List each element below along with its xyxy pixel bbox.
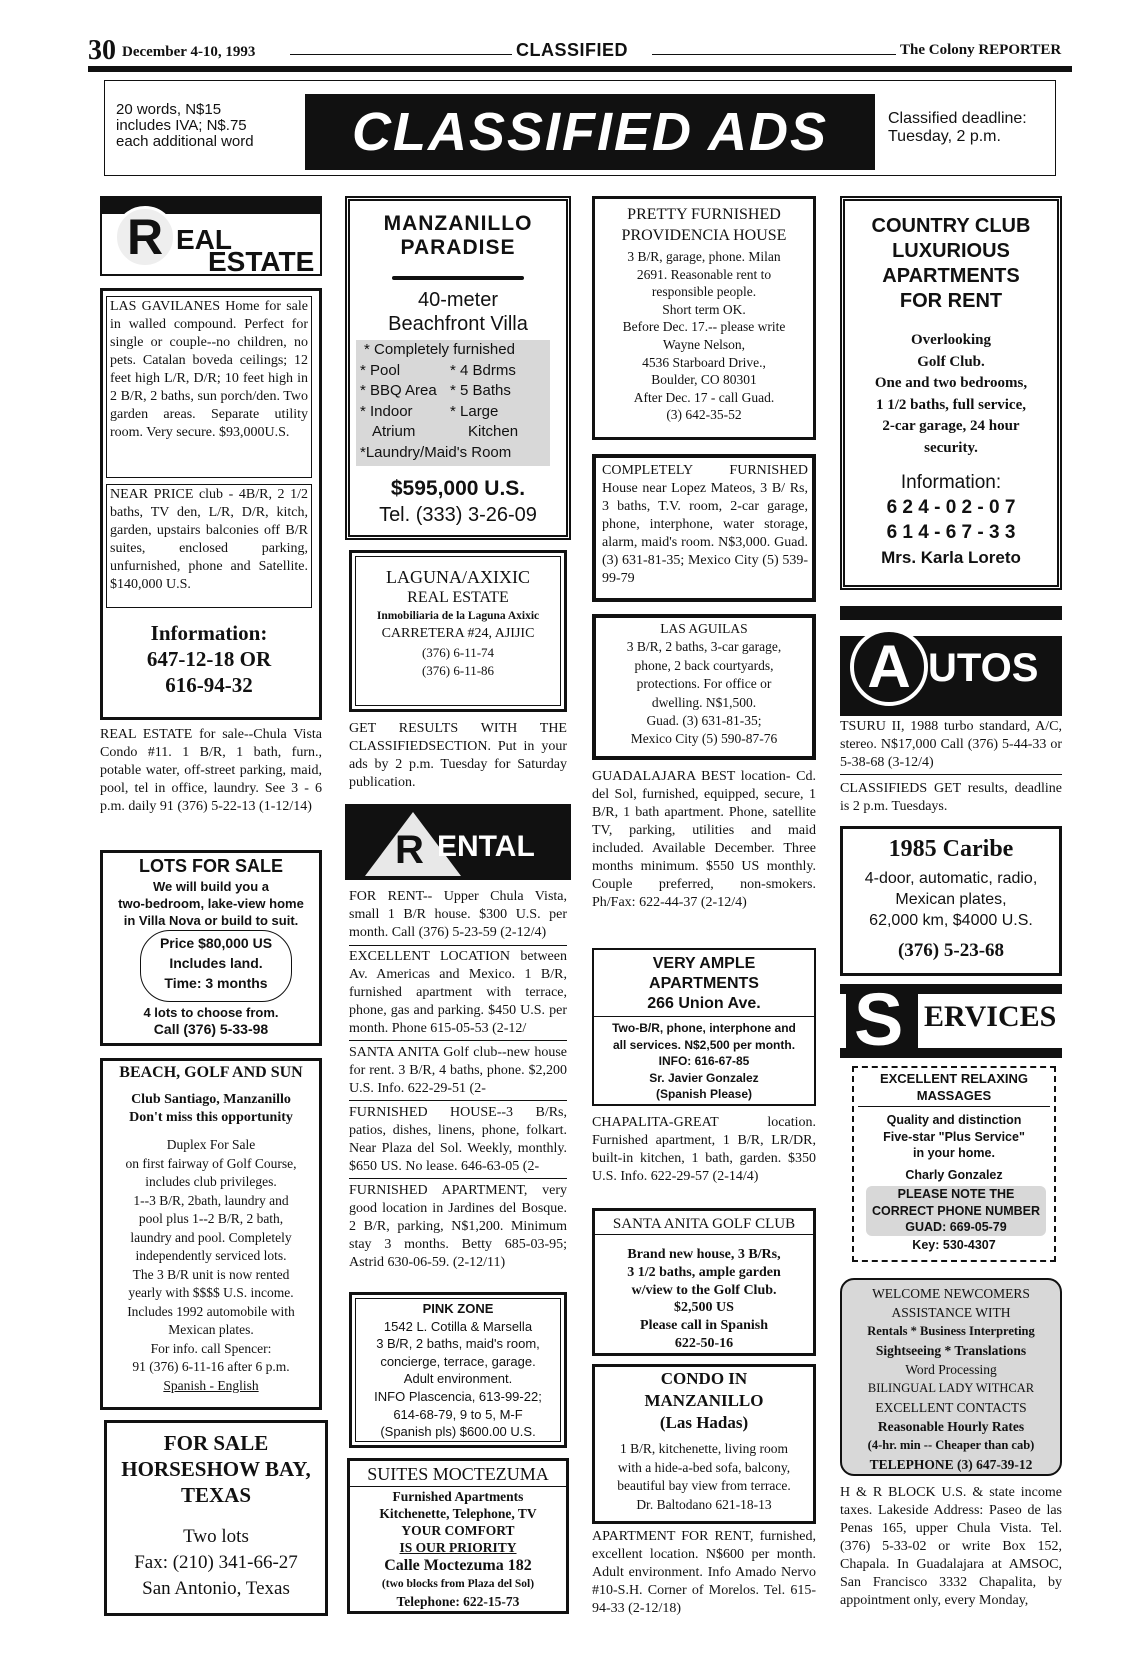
- santa-golf-body: [596, 1246, 812, 1353]
- ample-line: all services. N$2,500 per month.: [612, 1037, 796, 1052]
- manzanillo-title: [345, 212, 571, 260]
- manzanillo-contact: [345, 476, 571, 528]
- condo-line: 1 B/R, kitchenette, living room: [620, 1441, 788, 1456]
- services-letter-s: S: [854, 978, 904, 1061]
- feature-atrium: Atrium: [372, 423, 416, 440]
- caribe-title: 1985 Caribe: [888, 836, 1014, 862]
- lots-choose: 4 lots to choose from.: [143, 1005, 279, 1020]
- country-phone-1: 6 2 4 - 0 2 - 0 7: [886, 497, 1016, 518]
- beach-line: on first fairway of Golf Course,: [125, 1155, 297, 1171]
- pink-zone-body: [355, 1300, 561, 1441]
- country-contact-name: Mrs. Karla Loreto: [881, 548, 1021, 567]
- aguilas-line: protections. For office or: [636, 676, 772, 692]
- pretty-title: [592, 204, 816, 246]
- santa-golf-line: Please call in Spanish: [640, 1318, 768, 1334]
- horseshow-fax: Fax: (210) 341-66-27: [134, 1552, 298, 1573]
- ample-title-1: VERY AMPLE: [652, 955, 756, 972]
- horseshow-title: [104, 1430, 328, 1508]
- massages-title-2: MASSAGES: [916, 1088, 992, 1103]
- excellent-location-ad: EXCELLENT LOCATION between Av. Americas and Mexico. 1 B/R, furnished apartment with terrace, phone, gas and parking. $450 U.S. per month. Phone 615-05-53 (2-12/: [349, 949, 567, 1036]
- pink-zone-line: INFO Plascencia, 613-99-22;: [374, 1388, 542, 1404]
- horseshow-title-2: HORSESHOW BAY,: [121, 1457, 311, 1481]
- banner-rates: [116, 102, 254, 150]
- condo-title: [592, 1368, 816, 1434]
- lots-land: Includes land.: [169, 955, 263, 971]
- lots-body: [104, 878, 318, 929]
- caribe-line: 62,000 km, $4000 U.S.: [869, 912, 1033, 929]
- pink-zone-line: 614-68-79, 9 to 5, M-F: [393, 1406, 523, 1422]
- horseshow-title-3: TEXAS: [180, 1483, 252, 1507]
- manzanillo-features: [356, 340, 550, 466]
- services-header: [840, 978, 1062, 1061]
- ample-line: INFO: 616-67-85: [658, 1054, 750, 1068]
- manzanillo-title-1: MANZANILLO: [383, 212, 533, 235]
- real-estate-letter-r: R: [114, 206, 176, 268]
- welcome-line: (4-hr. min -- Cheaper than cab): [867, 1438, 1035, 1452]
- manzanillo-title-2: PARADISE: [400, 236, 516, 259]
- suites-line: IS OUR PRIORITY: [399, 1540, 517, 1555]
- welcome-line: BILINGUAL LADY WITHCAR: [867, 1381, 1035, 1395]
- deadline-line-2: Tuesday, 2 p.m.: [888, 128, 1001, 145]
- lots-line-3: in Villa Nova or build to suit.: [123, 913, 299, 928]
- pretty-line: 3 B/R, garage, phone. Milan: [627, 249, 781, 264]
- pretty-line: Boulder, CO 80301: [651, 372, 757, 388]
- aguilas-line: Mexico City (5) 590-87-76: [630, 731, 778, 747]
- beach-line: For info. call Spencer:: [150, 1340, 272, 1356]
- massages-key: Key: 530-4307: [912, 1238, 996, 1252]
- country-line: Golf Club.: [917, 353, 985, 370]
- beach-line: 91 (376) 6-11-16 after 6 p.m.: [132, 1359, 290, 1374]
- beach-dont-miss: Don't miss this opportunity: [129, 1110, 293, 1125]
- real-estate-rest-bottom: ESTATE: [208, 246, 315, 276]
- rent-chula-vista-ad: FOR RENT-- Upper Chula Vista, small 1 B/R house. $300 U.S. per month. Call (376) 5-23-59 (2-12/4): [349, 889, 567, 940]
- condo-line: Dr. Baltodano 621-18-13: [636, 1496, 772, 1512]
- pretty-line: Wayne Nelson,: [662, 336, 746, 352]
- laguna-title: LAGUNA/AXIXIC: [386, 567, 530, 587]
- welcome-line: Sightseeing * Translations: [875, 1343, 1027, 1358]
- pink-zone-line: 3 B/R, 2 baths, maid's room,: [376, 1336, 540, 1352]
- beach-line: Mexican plates.: [168, 1322, 254, 1337]
- pink-zone-line: (Spanish pls) $600.00 U.S.: [380, 1424, 536, 1440]
- condo-title-2: MANZANILLO: [644, 1391, 764, 1410]
- info-phone-1: 647-12-18 OR: [146, 647, 272, 671]
- country-title-4: FOR RENT: [899, 290, 1003, 312]
- feature-furnished: * Completely furnished: [364, 341, 515, 358]
- suites-title: SUITES MOCTEZUMA: [347, 1462, 569, 1487]
- tsuru-ad: TSURU II, 1988 turbo standard, A/C, stereo. N$17,000 Call (376) 5-44-33 or 5-38-68 (3-12/4): [840, 719, 1062, 770]
- massages-phone: GUAD: 669-05-79: [905, 1220, 1007, 1234]
- beach-line: Duplex For Sale: [166, 1137, 256, 1152]
- masthead-rule-left: [290, 54, 512, 55]
- classifieds-results-ad: CLASSIFIEDS GET results, deadline is 2 p.m. Tuesdays.: [840, 781, 1062, 814]
- feature-bedrooms: * 4 Bdrms: [450, 361, 516, 379]
- manzanillo-price: $595,000 U.S.: [390, 477, 526, 500]
- rate-line-3: each additional word: [116, 133, 254, 150]
- feature-large: * Large: [450, 402, 499, 420]
- pretty-body: [596, 248, 812, 424]
- aguilas-line: dwelling. N$1,500.: [651, 694, 757, 710]
- guadalajara-best-ad: GUADALAJARA BEST location- Cd. del Sol, furnished, equipped, secure, 1 B/R, 1 bath apartment. Phone, satellite TV, parking, utilities and maid included. Available December. Three months minimum. $550 US monthly. Couple preferred, non-smokers. Ph/Fax: 622-44-37 (2-12/4): [592, 769, 816, 910]
- lots-call: Call (376) 5-33-98: [153, 1021, 269, 1037]
- lots-line-1: We will build you a: [152, 879, 270, 894]
- rental-separator-3: [349, 1100, 567, 1101]
- beach-lines: [104, 1136, 318, 1395]
- santa-anita-rent-ad: SANTA ANITA Golf club--new house for rent. 3 B/R, 4 baths, phone. $2,200 U.S. Info. 622-29-51 (2-: [349, 1045, 567, 1096]
- caribe-body: [844, 868, 1058, 931]
- deadline-line-1: Classified deadline:: [888, 110, 1027, 127]
- horseshow-title-1: FOR SALE: [163, 1431, 269, 1455]
- massages-notice-line: CORRECT PHONE NUMBER: [871, 1203, 1041, 1218]
- pretty-line: 2691. Reasonable rent to: [636, 266, 772, 282]
- rental-separator-2: [349, 1040, 567, 1041]
- pink-zone-title: PINK ZONE: [422, 1301, 494, 1316]
- rental-letter-r: R: [395, 828, 424, 872]
- manzanillo-divider: [392, 276, 524, 280]
- suites-line: (two blocks from Plaza del Sol): [381, 1578, 535, 1590]
- massages-body: [852, 1112, 1056, 1162]
- beach-line: The 3 B/R unit is now rented: [132, 1266, 290, 1282]
- gavilanes-text: LAS GAVILANES Home for sale in walled compound. Perfect for single or couple--no children, no pets. Catalan boveda ceilings; 12 feet high L/R, D/R; 10 feet high in 2 B/R, 2 baths, sun porch/den. Two garden areas. Separate utility room. Very secure. $93,000U.S.: [110, 299, 308, 440]
- condo-title-1: CONDO IN: [660, 1369, 748, 1388]
- ample-title-2: APARTMENTS: [649, 975, 759, 992]
- pink-zone-line: 1542 L. Cotilla & Marsella: [383, 1318, 533, 1334]
- section-title: CLASSIFIED: [516, 40, 629, 60]
- country-body: [844, 330, 1058, 459]
- country-line: 1 1/2 baths, full service,: [876, 396, 1026, 413]
- massages-notice-line: PLEASE NOTE THE: [897, 1187, 1015, 1201]
- aguilas-line: phone, 2 back courtyards,: [634, 657, 774, 673]
- country-info-title: Information:: [900, 472, 1002, 493]
- ample-title: [592, 954, 816, 1014]
- lots-line-2: two-bedroom, lake-view home: [118, 896, 304, 911]
- autos-separator: [840, 774, 1062, 775]
- ample-title-3: 266 Union Ave.: [647, 995, 761, 1012]
- lots-price-bubble: [140, 930, 292, 1002]
- massages-line: in your home.: [913, 1146, 995, 1160]
- lots-price: Price $80,000 US: [159, 935, 273, 951]
- massages-title-1: EXCELLENT RELAXING: [879, 1071, 1029, 1086]
- aguilas-line: 3 B/R, 2 baths, 3-car garage,: [626, 639, 782, 655]
- welcome-line: Rentals * Business Interpreting: [867, 1324, 1035, 1338]
- rate-line-1: 20 words, N$15: [116, 101, 222, 118]
- services-rest: ERVICES: [924, 1000, 1057, 1033]
- autos-rest: UTOS: [928, 646, 1039, 690]
- welcome-line: Reasonable Hourly Rates: [877, 1419, 1025, 1434]
- condo-line: beautiful bay view from terrace.: [617, 1478, 791, 1493]
- beach-club: Club Santiago, Manzanillo: [131, 1092, 291, 1107]
- ample-line: Sr. Javier Gonzalez: [649, 1070, 759, 1085]
- country-phone-2: 6 1 4 - 6 7 - 3 3: [886, 522, 1016, 543]
- hr-block-ad: H & R BLOCK U.S. & state income taxes. Lakeside Address: Paseo de las Penas 165, upper Chula Vista. Tel. (376) 5-33-02 or write Box 152, Chapala. In Guadalajara at AMSOC, San Francisco 3332 Chapalita, by appointment only, every Monday,: [840, 1485, 1062, 1608]
- pretty-title-1: PRETTY FURNISHED: [627, 206, 781, 223]
- banner-title-text: CLASSIFIED ADS: [351, 102, 829, 162]
- country-title-1: COUNTRY CLUB: [871, 215, 1031, 237]
- banner-deadline: [888, 110, 1027, 146]
- laguna-inmobiliaria: Inmobiliaria de la Laguna Axixic: [376, 610, 540, 622]
- pretty-line: Before Dec. 17.-- please write: [622, 319, 786, 335]
- welcome-telephone: TELEPHONE (3) 647-39-12: [869, 1457, 1033, 1472]
- furnished-house-ad: FURNISHED HOUSE--3 B/Rs, patios, dishes, linens, phone, folkart. Near Plaza del Sol. Weekly, monthly. $650 US. No lease. 646-63-05 (2-: [349, 1105, 567, 1174]
- paper-name: The Colony REPORTER: [900, 42, 1062, 58]
- laguna-sub: REAL ESTATE: [407, 589, 509, 606]
- caribe-line: 4-door, automatic, radio,: [864, 870, 1038, 887]
- near-price-text: NEAR PRICE club - 4B/R, 2 1/2 baths, TV den, L/R, D/R, kitch, garden, upstairs balconies off B/R suites, enclosed parking, unfurnished, phone and Satellite. $140,000 U.S.: [110, 487, 308, 592]
- massages-name: Charly Gonzalez: [905, 1168, 1003, 1182]
- pretty-line: (3) 642-35-52: [666, 407, 742, 423]
- suites-line: Furnished Apartments: [392, 1489, 524, 1504]
- massages-phone-notice: [866, 1186, 1046, 1236]
- real-estate-info: [106, 620, 312, 698]
- santa-golf-phone: 622-50-16: [674, 1335, 734, 1351]
- horseshow-lots: Two lots: [183, 1526, 249, 1547]
- real-estate-rest-top: EAL: [176, 224, 232, 255]
- pretty-line: Short term OK.: [662, 301, 746, 317]
- country-title-3: APARTMENTS: [882, 265, 1020, 287]
- rate-line-2: includes IVA; N$.75: [116, 117, 247, 134]
- feature-bbq: * BBQ Area: [360, 382, 437, 399]
- lots-title: LOTS FOR SALE: [139, 856, 283, 876]
- pretty-line: After Dec. 17 - call Guad.: [633, 389, 775, 405]
- laguna-tel-1: (376) 6-11-74: [421, 645, 495, 660]
- beach-title: BEACH, GOLF AND SUN: [119, 1064, 303, 1081]
- laguna-address: CARRETERA #24, AJIJIC: [381, 626, 535, 641]
- welcome-newcomers-ad: [840, 1278, 1062, 1476]
- ample-divider: [592, 1016, 816, 1017]
- rental-separator-4: [349, 1178, 567, 1179]
- ample-body: [594, 1020, 814, 1103]
- masthead-rule-right: [652, 54, 896, 55]
- chula-vista-condo-ad: REAL ESTATE for sale--Chula Vista Condo #11. 1 B/R, 1 bath, furn., potable water, off-street parking, maid, pool, tel in office, laundry. See 3 - 6 p.m. daily 91 (376) 5-22-13 (1-12/14): [100, 727, 322, 814]
- beach-line: laundry and pool. Completely: [130, 1229, 292, 1245]
- suites-address: Calle Moctezuma 182: [384, 1557, 532, 1574]
- lots-time: Time: 3 months: [164, 975, 268, 991]
- country-title: [840, 214, 1062, 314]
- beach-language: Spanish - English: [163, 1377, 259, 1393]
- aguilas-line: Guad. (3) 631-81-35;: [646, 713, 762, 729]
- caribe-line: Mexican plates,: [895, 891, 1007, 908]
- info-phone-2: 616-94-32: [165, 673, 253, 697]
- santa-golf-line: 3 1/2 baths, ample garden: [627, 1264, 781, 1280]
- massages-line: Quality and distinction: [886, 1113, 1022, 1127]
- massages-line: Five-star "Plus Service": [883, 1129, 1025, 1144]
- laguna-body: [355, 566, 561, 680]
- suites-body: [351, 1488, 565, 1610]
- suites-line: Kitchenette, Telephone, TV: [379, 1506, 537, 1521]
- feature-indoor: * Indoor: [360, 402, 413, 420]
- ample-line: (Spanish Please): [655, 1087, 753, 1101]
- country-line: One and two bedrooms,: [874, 375, 1028, 391]
- completely-furnished-text: COMPLETELY FURNISHED House near Lopez Mateos, 3 B/ Rs, 3 baths, T.V. room, 2-car garage, phone, interphone, water storage, alarm, maid's room. N$3,000. Guad. (3) 631-81-35; Mexico City (5) 539-99-79: [602, 463, 808, 586]
- beach-line: includes club privileges.: [145, 1174, 277, 1189]
- massages-title: [852, 1070, 1056, 1104]
- info-title: Information:: [150, 621, 268, 645]
- welcome-line: WELCOME NEWCOMERS: [872, 1286, 1030, 1301]
- pretty-line: responsible people.: [651, 284, 757, 300]
- masthead-thick-rule: [88, 66, 1072, 72]
- welcome-line: ASSISTANCE WITH: [891, 1305, 1011, 1320]
- santa-golf-line: w/view to the Golf Club.: [631, 1282, 777, 1298]
- laguna-tel-2: (376) 6-11-86: [421, 663, 495, 678]
- horseshow-body: [104, 1524, 328, 1602]
- suites-telephone: Telephone: 622-15-73: [396, 1594, 520, 1609]
- beach-line: 1--3 B/R, 2bath, laundry and: [133, 1192, 289, 1208]
- santa-golf-price: $2,500 US: [674, 1300, 734, 1316]
- beach-line: independently serviced lots.: [135, 1248, 287, 1263]
- massages-divider: [858, 1106, 1050, 1107]
- manzanillo-sub-1: 40-meter: [417, 289, 499, 311]
- manzanillo-sub-2: Beachfront Villa: [388, 313, 528, 335]
- country-title-2: LUXURIOUS: [892, 240, 1010, 262]
- horseshow-city: San Antonio, Texas: [142, 1578, 290, 1599]
- feature-baths: * 5 Baths: [450, 382, 511, 399]
- autos-header: [840, 606, 1062, 716]
- welcome-line: EXCELLENT CONTACTS: [875, 1400, 1027, 1415]
- beach-line: yearly with $$$$ U.S. income.: [128, 1285, 294, 1300]
- suites-line: YOUR COMFORT: [401, 1523, 515, 1538]
- condo-title-3: (Las Hadas): [659, 1413, 749, 1432]
- rental-separator-1: [349, 945, 567, 946]
- country-line: Overlooking: [910, 332, 991, 348]
- beach-line: Includes 1992 automobile with: [127, 1303, 295, 1319]
- furnished-apartment-ad: FURNISHED APARTMENT, very good location in Jardines del Bosque. 2 B/R, parking, N$1,200. Minimum stay 3 months. Betty 685-03-95; Astrid 630-06-59. (2-12/11): [349, 1183, 567, 1270]
- pretty-title-2: PROVIDENCIA HOUSE: [621, 227, 787, 244]
- pink-zone-line: concierge, terrace, garage.: [380, 1353, 536, 1369]
- aguilas-body: [596, 620, 812, 749]
- issue-date: December 4-10, 1993: [122, 44, 256, 60]
- country-contact: [840, 470, 1062, 570]
- apartment-for-rent-ad: APARTMENT FOR RENT, furnished, excellent location. N$600 per month. Adult environment. Info Amado Nervo #10-S.H. Corner of Morelos. Tel. 615-94-33 (2-12/18): [592, 1529, 816, 1616]
- lots-footer: [104, 1004, 318, 1038]
- get-results-ad: GET RESULTS WITH THE CLASSIFIEDSECTION. Put in your ads by 2 p.m. Tuesday for Saturday publication.: [349, 721, 567, 790]
- rental-rest: ENTAL: [437, 830, 535, 863]
- feature-kitchen: Kitchen: [468, 423, 519, 440]
- ample-line: Two-B/R, phone, interphone and: [612, 1021, 796, 1035]
- country-line: 2-car garage, 24 hour: [882, 418, 1020, 434]
- welcome-line: Word Processing: [905, 1362, 997, 1377]
- real-estate-header: [100, 196, 322, 276]
- pink-zone-line: Adult environment.: [403, 1371, 513, 1387]
- country-line: security.: [924, 439, 978, 456]
- page-number: 30: [88, 35, 116, 66]
- rental-header: [345, 804, 571, 880]
- caribe-tel: (376) 5-23-68: [897, 940, 1005, 961]
- feature-pool: * Pool: [360, 361, 401, 379]
- condo-body: [596, 1440, 812, 1514]
- condo-line: with a hide-a-bed sofa, balcony,: [617, 1459, 791, 1475]
- santa-golf-title: SANTA ANITA GOLF CLUB: [592, 1214, 816, 1235]
- beach-line: pool plus 1--2 B/R, 2 bath,: [138, 1211, 284, 1226]
- chapalita-ad: CHAPALITA-GREAT location. Furnished apartment, 1 B/R, LR/DR, built-in kitchen, 1 bath, garden. $350 U.S. Info. 622-29-57 (2-14/4): [592, 1115, 816, 1184]
- manzanillo-tel: Tel. (333) 3-26-09: [379, 504, 537, 526]
- aguilas-title: LAS AGUILAS: [660, 621, 748, 636]
- manzanillo-subtitle: [345, 288, 571, 336]
- feature-laundry: *Laundry/Maid's Room: [360, 443, 512, 461]
- banner-title: [305, 94, 875, 170]
- autos-letter-a: A: [850, 628, 928, 706]
- santa-golf-line: Brand new house, 3 B/Rs,: [627, 1247, 781, 1262]
- pretty-line: 4536 Starboard Drive.,: [642, 354, 766, 370]
